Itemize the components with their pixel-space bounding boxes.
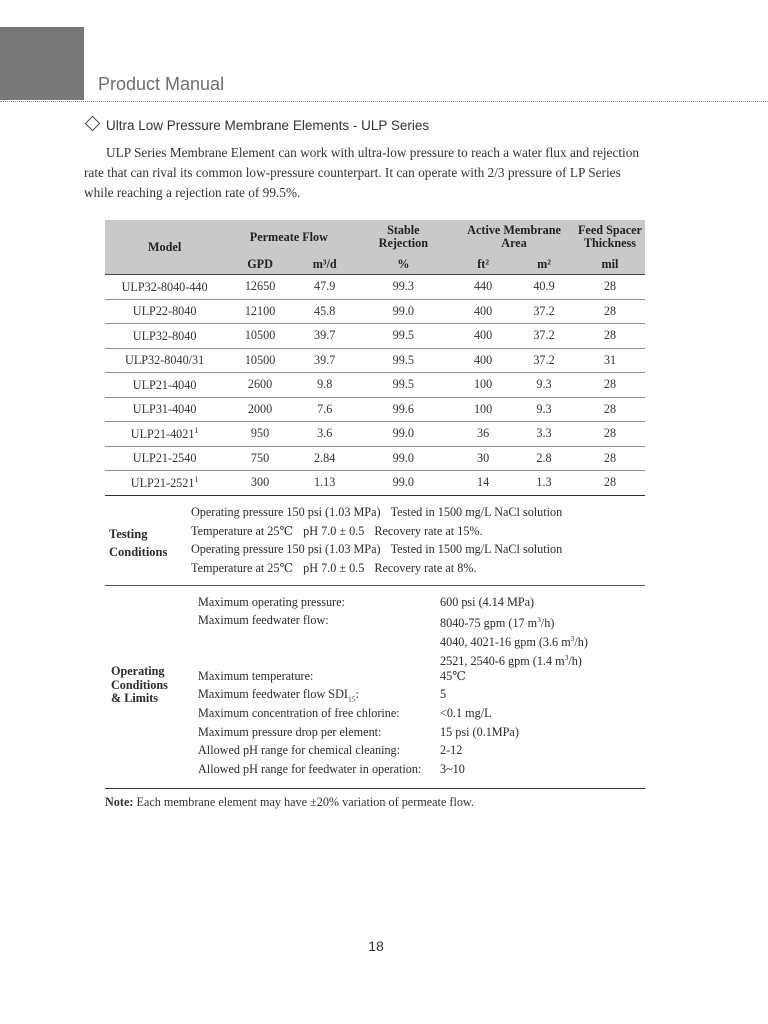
cell-gpd: 2000 [224, 397, 296, 422]
testing-line-1: Operating pressure 150 psi (1.03 MPa) Tested in 1500 mg/L NaCl solution [191, 505, 563, 519]
cell-model: ULP21-2521$^1$ [105, 471, 224, 496]
cell-gpd: 12100 [224, 299, 296, 324]
testing-line-4: Temperature at 25℃ pH 7.0 ± 0.5 Recovery rate at 8%. [191, 560, 477, 575]
cell-mil: 28 [575, 446, 645, 471]
diamond-bullet-icon [85, 116, 101, 132]
table-row [105, 324, 645, 349]
cell-gpd: 300 [224, 471, 296, 496]
header-color-block [0, 27, 84, 100]
cell-ft2: 440 [453, 275, 513, 300]
intro-line-1: ULP Series Membrane Element can work with ultra-low pressure to reach a water flux and rejection [106, 145, 640, 160]
cell-rejection: 99.0 [354, 422, 454, 447]
operating-conditions: Operating Conditions & Limits Maximum operating pressure: 600 psi (4.14 MPa) Maximum feedwater flow: 8040-75 gpm (17 $m^3/h$) 4040, 4021-16 gpm (3.6 $m^3/h$) 2521, 2540-6 gpm (1.4 $m^3/h$) Maximum temperature: 45℃ Maximum feedwater flow $SDI_{15}$: 5 Maximum concentration of free chlorine: <0.1 mg/L Maximum pressure drop per element: 15 psi (0.1MPa) Allowed pH range for chemical cleaning: 2-12 Allowed pH range for feedwater in operation: 3~10 [105, 586, 645, 789]
unit-gpd: GPD [224, 254, 296, 275]
table-row [105, 373, 645, 398]
cell-gpd: 2600 [224, 373, 296, 398]
table-row [105, 348, 645, 373]
header-stable-rejection: Stable Rejection [354, 220, 454, 254]
cell-rejection: 99.5 [354, 373, 454, 398]
header-active-area: Active Membrane Area [453, 220, 575, 254]
cell-m2: 3.3 [513, 422, 575, 447]
cell-mil: 28 [575, 373, 645, 398]
cell-mil: 28 [575, 397, 645, 422]
cell-m3d: 45.8 [296, 299, 354, 324]
cell-ft2: 400 [453, 299, 513, 324]
unit-m3d: m³/d [296, 254, 354, 275]
cell-m2: 1.3 [513, 471, 575, 496]
cell-m2: 2.8 [513, 446, 575, 471]
cell-gpd: 12650 [224, 275, 296, 300]
cell-model: ULP22-8040 [105, 299, 224, 324]
cell-m3d: 39.7 [296, 348, 354, 373]
cell-model: ULP21-4021$^1$ [105, 422, 224, 447]
cell-m2: 9.3 [513, 397, 575, 422]
cell-m2: 37.2 [513, 348, 575, 373]
cell-ft2: 30 [453, 446, 513, 471]
cell-rejection: 99.0 [354, 299, 454, 324]
header-title: Product Manual [98, 74, 225, 94]
table-row [105, 397, 645, 422]
cell-ft2: 400 [453, 348, 513, 373]
cell-rejection: 99.5 [354, 324, 454, 349]
testing-line-3: Operating pressure 150 psi (1.03 MPa) Tested in 1500 mg/L NaCl solution [191, 542, 563, 556]
header-model: Model [105, 220, 224, 275]
cell-gpd: 10500 [224, 348, 296, 373]
cell-model: ULP32-8040-440 [105, 275, 224, 300]
table-row [105, 471, 645, 496]
cell-model: ULP31-4040 [105, 397, 224, 422]
cell-rejection: 99.5 [354, 348, 454, 373]
page-number: 18 [368, 938, 384, 954]
cell-mil: 28 [575, 275, 645, 300]
cell-ft2: 100 [453, 397, 513, 422]
unit-ft2: ft² [453, 254, 513, 275]
cell-m2: 9.3 [513, 373, 575, 398]
cell-m3d: 39.7 [296, 324, 354, 349]
cell-m2: 37.2 [513, 299, 575, 324]
cell-model: ULP32-8040/31 [105, 348, 224, 373]
unit-m2: m² [513, 254, 575, 275]
cell-m3d: 3.6 [296, 422, 354, 447]
footnote [105, 795, 474, 810]
testing-conditions [105, 500, 645, 586]
table-row [105, 422, 645, 447]
cell-gpd: 10500 [224, 324, 296, 349]
header-permeate-flow: Permeate Flow [224, 220, 353, 254]
testing-conditions-lines [191, 503, 562, 577]
unit-percent: % [354, 254, 454, 275]
operating-conditions-label: Operating Conditions & Limits [111, 664, 168, 705]
cell-m2: 37.2 [513, 324, 575, 349]
intro-line-2: rate that can rival its common low-pressure counterpart. It can operate with 2/3 pressure of LP Series [84, 165, 621, 180]
testing-line-2: Temperature at 25℃ pH 7.0 ± 0.5 Recovery rate at 15%. [191, 523, 483, 538]
footnote-label: Note: [105, 795, 134, 809]
cell-m3d: 9.8 [296, 373, 354, 398]
testing-conditions-label: Testing Conditions [109, 527, 168, 559]
cell-ft2: 100 [453, 373, 513, 398]
unit-mil: mil [575, 254, 645, 275]
section-heading [84, 118, 429, 133]
footnote-text: Each membrane element may have ±20% variation of permeate flow. [136, 795, 474, 809]
header-feed-spacer: Feed Spacer Thickness [575, 220, 645, 254]
cell-ft2: 36 [453, 422, 513, 447]
cell-m3d: 1.13 [296, 471, 354, 496]
cell-mil: 28 [575, 324, 645, 349]
cell-mil: 28 [575, 299, 645, 324]
cell-model: ULP21-2540 [105, 446, 224, 471]
cell-mil: 28 [575, 422, 645, 447]
section-heading-text: Ultra Low Pressure Membrane Elements - ULP Series [106, 118, 430, 133]
cell-m3d: 2.84 [296, 446, 354, 471]
table-row [105, 275, 645, 300]
cell-rejection: 99.0 [354, 446, 454, 471]
cell-ft2: 400 [453, 324, 513, 349]
intro-line-3: while reaching a rejection rate of 99.5%. [84, 185, 301, 200]
cell-mil: 31 [575, 348, 645, 373]
cell-gpd: 950 [224, 422, 296, 447]
cell-model: ULP21-4040 [105, 373, 224, 398]
cell-m2: 40.9 [513, 275, 575, 300]
cell-gpd: 750 [224, 446, 296, 471]
cell-rejection: 99.3 [354, 275, 454, 300]
table-row [105, 446, 645, 471]
cell-model: ULP32-8040 [105, 324, 224, 349]
cell-mil: 28 [575, 471, 645, 496]
cell-m3d: 7.6 [296, 397, 354, 422]
cell-ft2: 14 [453, 471, 513, 496]
cell-rejection: 99.6 [354, 397, 454, 422]
spec-table [105, 220, 645, 496]
cell-m3d: 47.9 [296, 275, 354, 300]
header-dotted-rule [0, 101, 768, 102]
cell-rejection: 99.0 [354, 471, 454, 496]
intro-paragraph [84, 143, 668, 203]
table-row [105, 299, 645, 324]
